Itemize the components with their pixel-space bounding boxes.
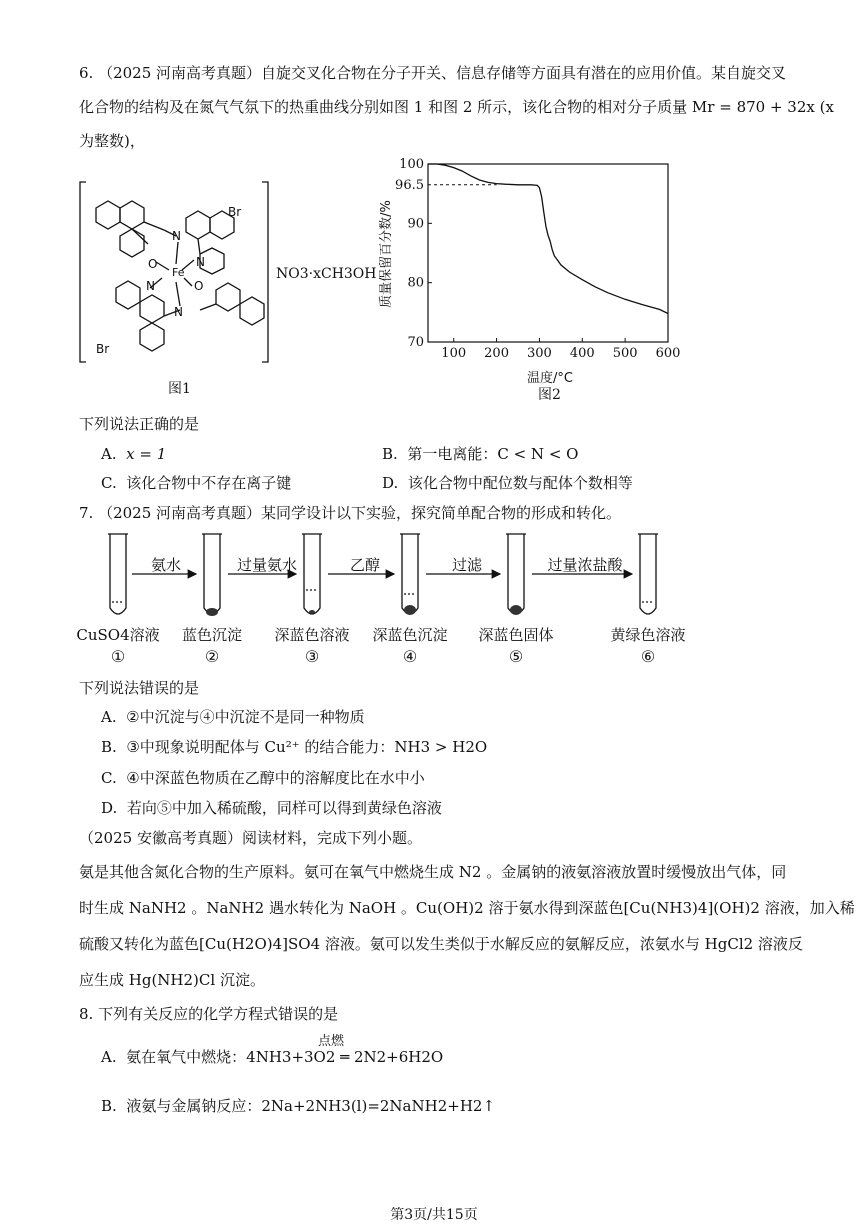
q6-option-d: D. 该化合物中配位数与配体个数相等 xyxy=(382,474,633,492)
x-tick-label-1: 200 xyxy=(484,346,509,361)
q7-option-d: D. 若向⑤中加入稀硫酸，同样可以得到黄绿色溶液 xyxy=(101,799,442,817)
x-tick-label-4: 500 xyxy=(612,346,638,361)
tga-series-line xyxy=(428,164,668,314)
tube-2 xyxy=(204,534,220,614)
y-axis-title: 质量保留百分数/% xyxy=(379,200,394,308)
x-tick-label-0: 100 xyxy=(441,346,467,361)
q6-option-b: B. 第一电离能：C < N < O xyxy=(382,445,579,463)
svg-text:N: N xyxy=(174,305,183,319)
tube-label-3: 深蓝色溶液 xyxy=(274,626,350,644)
plot-frame xyxy=(428,164,668,342)
arrow-label-2: 过量氨水 xyxy=(236,556,297,574)
tube-num-3: ③ xyxy=(304,647,320,666)
material-line-3: 硫酸又转化为蓝色[Cu(H2O)4]SO4 溶液。氨可以发生类似于水解反应的氨解反应，浓氨水与 HgCl2 溶液反 xyxy=(79,935,803,953)
tube-num-4: ④ xyxy=(402,647,418,666)
material-line-2: 时生成 NaNH2 。NaNH2 遇水转化为 NaOH 。Cu(OH)2 溶于氨水得到深蓝色[Cu(NH3)4](OH)2 溶液，加入稀 xyxy=(79,899,855,917)
q7-option-b: B. ③中现象说明配体与 Cu²⁺ 的结合能力：NH3 > H2O xyxy=(101,738,488,756)
q6-option-c: C. 该化合物中不存在离子键 xyxy=(101,474,292,492)
material-intro: （2025 安徽高考真题）阅读材料，完成下列小题。 xyxy=(79,829,422,847)
tube-num-5: ⑤ xyxy=(508,647,524,666)
svg-text:Br: Br xyxy=(228,205,242,219)
page-footer: 第3页/共15页 xyxy=(390,1207,478,1223)
q7-experiment-diagram xyxy=(76,528,796,626)
tube-label-2: 蓝色沉淀 xyxy=(181,626,242,644)
q6-line-3: 为整数)， xyxy=(79,132,145,150)
x-tick-label-2: 300 xyxy=(527,346,552,361)
arrow-label-5: 过量浓盐酸 xyxy=(547,556,623,574)
y-tick-label-96-5: 96.5 xyxy=(395,177,424,193)
arrow-label-3: 乙醇 xyxy=(349,556,380,574)
figure2-chart xyxy=(372,154,682,409)
y-tick-label-3: 100 xyxy=(399,157,424,172)
material-line-4: 应生成 Hg(NH2)Cl 沉淀。 xyxy=(79,971,265,989)
x-axis-title: 温度/°C xyxy=(527,371,573,386)
x-tick-label-5: 600 xyxy=(655,346,681,361)
fig1-caption: 图1 xyxy=(168,381,191,397)
tube-label-4: 深蓝色沉淀 xyxy=(372,626,448,644)
fig1-counterion: NO3·xCH3OH xyxy=(276,266,377,282)
q8-title: 8. 下列有关反应的化学方程式错误的是 xyxy=(79,1005,339,1023)
arrow-label-4: 过滤 xyxy=(451,556,482,574)
tube-num-1: ① xyxy=(110,647,126,666)
svg-text:O: O xyxy=(194,279,204,293)
tube-num-6: ⑥ xyxy=(640,647,656,666)
q8-condition-label: 点燃 xyxy=(318,1034,345,1049)
q6-option-a: A. x = 1 xyxy=(101,445,167,463)
q7-title: 7. （2025 河南高考真题）某同学设计以下实验，探究简单配合物的形成和转化。 xyxy=(79,504,622,522)
material-line-1: 氨是其他含氮化合物的生产原料。氨可在氧气中燃烧生成 N2 。金属钠的液氨溶液放置时缓慢放出气体，同 xyxy=(79,863,787,881)
svg-text:N: N xyxy=(196,255,205,269)
q7-option-a: A. ②中沉淀与④中沉淀不是同一种物质 xyxy=(101,708,365,726)
svg-text:N: N xyxy=(172,229,181,243)
q8-option-a: A. 氨在氧气中燃烧：4NH3+3O2 ═ 2N2+6H2O xyxy=(101,1048,444,1066)
q7-stem: 下列说法错误的是 xyxy=(79,679,200,697)
y-tick-label-1: 80 xyxy=(407,275,424,291)
fe-atom-label: Fe xyxy=(172,266,185,279)
svg-text:Br: Br xyxy=(96,342,110,356)
tube-num-2: ② xyxy=(204,647,220,666)
tube-label-6: 黄绿色溶液 xyxy=(610,626,686,644)
q8-option-b: B. 液氨与金属钠反应：2Na+2NH3(l)=2NaNH2+H2↑ xyxy=(101,1097,496,1115)
arrow-label-1: 氨水 xyxy=(150,556,181,574)
y-tick-label-0: 70 xyxy=(407,335,424,350)
svg-text:O: O xyxy=(148,257,158,271)
fig2-caption: 图2 xyxy=(538,387,561,403)
q6-stem: 下列说法正确的是 xyxy=(79,415,200,433)
q6-line-2: 化合物的结构及在氮气气氛下的热重曲线分别如图 1 和图 2 所示，该化合物的相对分子质量 Mr = 870 + 32x (x xyxy=(79,98,834,116)
tube-4 xyxy=(402,534,418,614)
tube-label-1: CuSO4溶液 xyxy=(76,626,160,644)
q6-line-1: 6. （2025 河南高考真题）自旋交叉化合物在分子开关、信息存储等方面具有潜在的应用价值。某自旋交叉 xyxy=(79,64,787,82)
q7-option-c: C. ④中深蓝色物质在乙醇中的溶解度比在水中小 xyxy=(101,769,425,787)
tube-label-5: 深蓝色固体 xyxy=(478,626,554,644)
y-tick-label-2: 90 xyxy=(407,216,424,232)
tube-5 xyxy=(508,534,524,614)
x-tick-label-3: 400 xyxy=(569,346,595,361)
svg-text:N: N xyxy=(146,279,155,293)
tube-3 xyxy=(304,534,320,614)
